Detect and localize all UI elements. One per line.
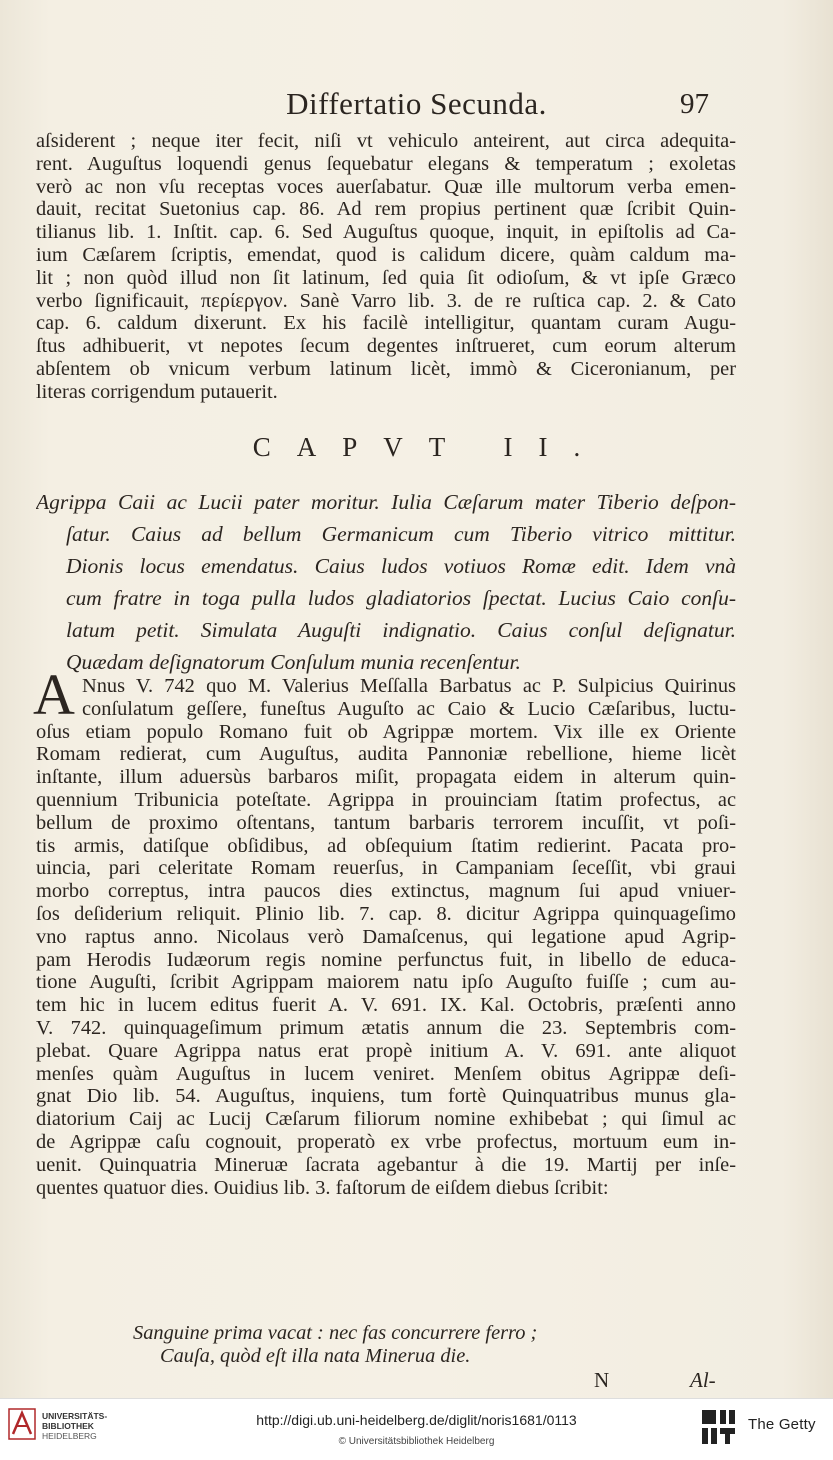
text-line: tione Auguſti, ſcribit Agrippam maiorem natu ipſo Auguſto fuiſſe ; cum au- (36, 971, 736, 994)
footer-bar (0, 1398, 833, 1460)
text-line: menſes quàm Auguſtus in lucem veniret. Menſem obitus Agrippæ deſi- (36, 1062, 736, 1085)
text-line: dauit, recitat Suetonius cap. 86. Ad rem propius pertinent quæ ſcribit Quin- (36, 198, 736, 221)
text-line: morbo correptus, intra paucos dies extinctus, magnum ſui apud vniuer- (36, 880, 736, 903)
text-line: ſtus adhibuerit, vt nepotes ſecum degentes inſtrueret, cum eorum alterum (36, 335, 736, 358)
main-paragraph (36, 675, 736, 1199)
text-line: Nnus V. 742 quo M. Valerius Meſſalla Barbatus ac P. Sulpicius Quirinus (82, 675, 736, 697)
partner-name: The Getty (748, 1416, 816, 1433)
text-line: tilianus lib. 1. Inſtit. cap. 6. Sed Auguſtus quoque, inquit, in epiſtolis ad Ca- (36, 221, 736, 244)
signature-mark: N (594, 1368, 610, 1392)
copyright-notice: © Universitätsbibliothek Heidelberg (338, 1436, 495, 1447)
verse-line: Cauſa, quòd eſt illa nata Minerua die. (160, 1345, 471, 1367)
text-line: lit ; non quòd illud non ſit latinum, ſed quia ſit odioſum, & vt ipſe Græco (36, 266, 736, 289)
text-line: quennium Tribunicia poteſtate. Agrippa in prouinciam ſtatim profectus, ac (36, 788, 736, 811)
intro-paragraph (36, 130, 736, 404)
text-line: gnat Dio lib. 54. Auguſtus, inquiens, tum fortè Quinquatribus munus gla- (36, 1085, 736, 1108)
text-line: tem hic in lucem editus fuerit A. V. 691. IX. Kal. Octobris, præſenti anno (36, 994, 736, 1017)
text-line: ſos deſiderium reliquit. Plinio lib. 7. cap. 8. dicitur Agrippa quinquageſimo (36, 902, 736, 925)
text-line: V. 742. quinquageſimum primum ætatis annum die 23. Septembris com- (36, 1016, 736, 1039)
text-line: aſsiderent ; neque iter fecit, niſi vt vehiculo anteirent, aut circa adequita- (36, 130, 736, 152)
chapter-summary (36, 486, 736, 678)
drop-cap: A (33, 662, 75, 727)
text-line: vno raptus anno. Nicolaus verò Damaſcenus, qui legatione apud Agrip- (36, 925, 736, 948)
text-line: literas corrigendum putauerit. (36, 380, 278, 403)
text-line: bellum de proximo oſtentans, tantum barbaris terrorem incuſſit, vt poſi- (36, 811, 736, 834)
text-line: Agrippa Caii ac Lucii pater moritur. Iulia Cæſarum mater Tiberio deſpon- (36, 490, 736, 514)
text-line: quentes quatuor dies. Ouidius lib. 3. faſtorum de eiſdem diebus ſcribit: (36, 1176, 609, 1199)
text-line: cap. 6. caldum dixerunt. Ex his facilè intelligitur, quantam curam Augu- (36, 312, 736, 335)
text-line: latum petit. Simulata Auguſti indignatio. Caius conſul deſignatur. (66, 618, 736, 642)
running-title: Differtatio Secunda. (286, 86, 547, 121)
text-line: inſtante, illum aduersùs barbaros miſit, propagata eidem in alterum quin- (36, 766, 736, 789)
text-line: ium Cæſarem ſcriptis, emendat, quod is calidum dicere, quàm caldum ma- (36, 243, 736, 266)
text-line: tis armis, datiſque obſidibus, ad obſequium ſtatim redierint. Pacata pro- (36, 834, 736, 857)
text-line: cum fratre in toga pulla ludos gladiatorios ſpectat. Lucius Caio conſu- (66, 586, 736, 610)
catchword: Al- (690, 1368, 716, 1392)
verse-line: Sanguine prima vacat : nec fas concurrere ferro ; (133, 1322, 538, 1344)
text-line: conſulatum geſſere, funeſtus Auguſto ac Caio & Lucio Cæſaribus, luctu- (82, 697, 736, 720)
text-line: Romam redierat, cum Auguſtus, audita Pannoniæ rebellione, hieme licèt (36, 743, 736, 766)
text-line: oſus etiam populo Romano fuit ob Agrippæ mortem. Vix ille ex Oriente (36, 720, 736, 743)
text-line: Dionis locus emendatus. Caius ludos votiuos Romæ edit. Idem vnà (66, 554, 736, 578)
text-line: uincia, pari celeritate Romam reuerſus, in Campaniam ſeceſſit, vbi graui (36, 857, 736, 880)
text-line: de Agrippæ caſu cognouit, properatò ex vrbe profectus, mortuum eum in- (36, 1130, 736, 1153)
text-line: Quædam deſignatorum Conſulum munia recenſentur. (66, 650, 521, 674)
text-line: verò ac non vſu receptas voces auerſabatur. Quæ ille multorum verba emen- (36, 175, 736, 198)
page-number: 97 (680, 88, 709, 120)
text-line: abſentem ob vnicum verbum latinum licèt, immò & Ciceronianum, per (36, 357, 736, 380)
text-line: verbo ſignificauit, περίεργον. Sanè Varro lib. 3. de re ruſtica cap. 2. & Cato (36, 289, 736, 312)
text-line: ſatur. Caius ad bellum Germanicum cum Tiberio vitrico mittitur. (66, 522, 736, 546)
text-line: diatorium Caij ac Lucij Cæſarum filiorum nomine exhibebat ; qui ſimul ac (36, 1108, 736, 1131)
source-url-link[interactable]: http://digi.ub.uni-heidelberg.de/diglit/noris1681/0113 (256, 1412, 577, 1428)
chapter-heading: CAPVT II. (252, 432, 607, 462)
text-line: uenit. Quinquatria Mineruæ ſacrata agebantur à die 19. Martij per inſe- (36, 1153, 736, 1176)
text-line: rent. Auguſtus loquendi genus ſequebatur elegans & temperatum ; exoletas (36, 152, 736, 175)
getty-logo-icon (700, 1408, 738, 1446)
text-line: pam Herodis Iudæorum regis nomine perfunctus fuit, in libello de educa- (36, 948, 736, 971)
text-line: plebat. Quare Agrippa natus erat propè initium A. V. 691. ante aliquot (36, 1039, 736, 1062)
institution-name: UNIVERSITÄTS- BIBLIOTHEK HEIDELBERG (42, 1411, 108, 1441)
